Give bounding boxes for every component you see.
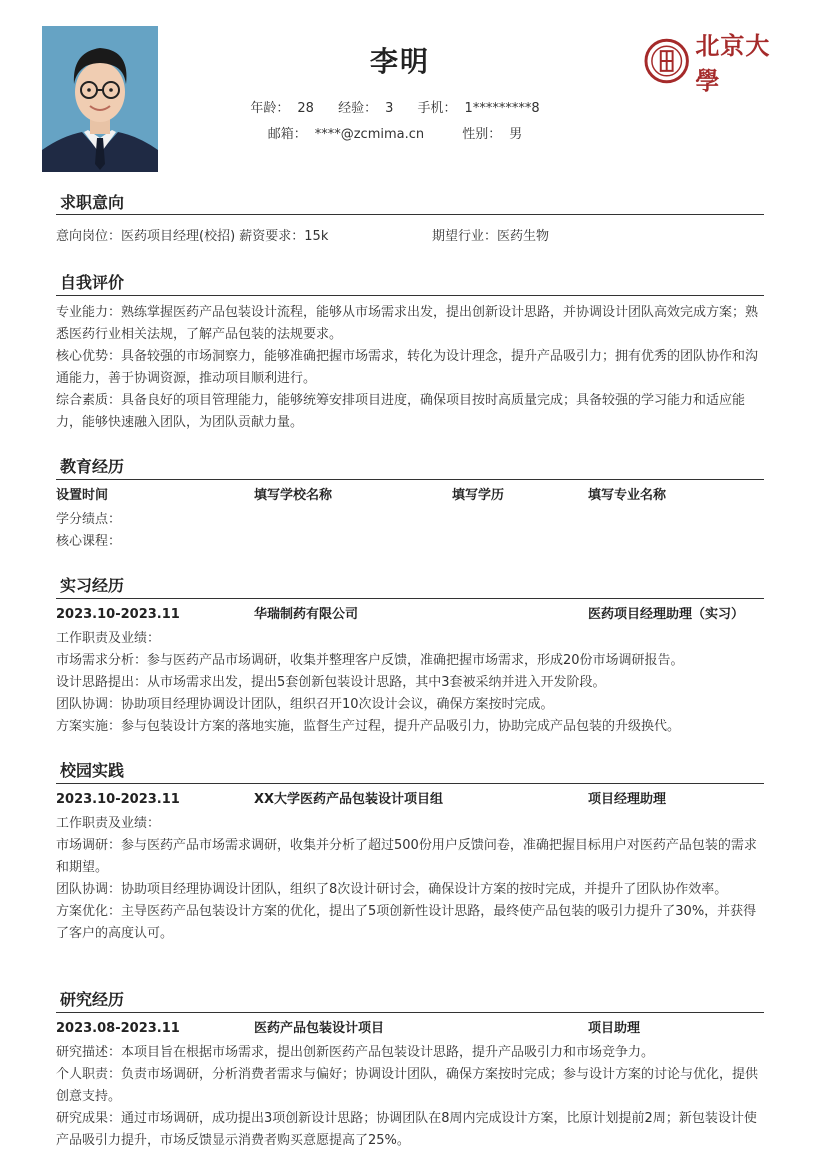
campus-item: 方案优化：主导医药产品包装设计方案的优化，提出了5项创新性设计思路，最终使产品包装的吸引力提升了30%，并获得了客户的高度认可。 — [56, 904, 757, 941]
self-evaluation-strength: 核心优势：具备较强的市场洞察力，能够准确把握市场需求，转化为设计理念，提升产品吸引力；拥有优秀的团队协作和沟通能力，善于协调资源，推动项目顺利进行。 — [56, 349, 759, 386]
education-time: 设置时间 — [56, 488, 109, 503]
internship-item: 方案实施：参与包装设计方案的落地实施，监督生产过程，提升产品吸引力，协助完成产品包装的升级换代。 — [56, 719, 681, 734]
basic-info-row-1 — [0, 97, 790, 116]
research-responsibility: 个人职责：负责市场调研，分析消费者需求与偏好；协调设计团队，确保方案按时完成；参与设计方案的讨论与优化，提供创意支持。 — [56, 1067, 759, 1104]
candidate-name: 李明 — [369, 45, 430, 78]
research-details — [56, 1042, 766, 1152]
research-description: 研究描述：本项目旨在根据市场需求，提出创新医药产品包装设计思路，提升产品吸引力和市场竞争力。 — [56, 1045, 655, 1060]
research-role: 项目助理 — [588, 1021, 641, 1036]
education-courses: 核心课程： — [56, 534, 122, 549]
section-divider — [56, 1012, 764, 1013]
internship-role: 医药项目经理助理（实习） — [588, 607, 745, 622]
internship-duty-label: 工作职责及业绩： — [56, 631, 161, 646]
campus-time: 2023.10-2023.11 — [56, 792, 180, 807]
section-title-campus: 校园实践 — [60, 761, 125, 780]
campus-organization: XX大学医药产品包装设计项目组 — [254, 792, 444, 807]
section-title-self-evaluation: 自我评价 — [60, 273, 125, 292]
education-school: 填写学校名称 — [254, 488, 333, 503]
section-divider — [56, 214, 764, 215]
internship-item: 市场需求分析：参与医药产品市场调研，收集并整理客户反馈，准确把握市场需求，形成20份市场调研报告。 — [56, 653, 684, 668]
internship-item: 设计思路提出：从市场需求出发，提出5套创新包装设计思路，其中3套被采纳并进入开发阶段。 — [56, 675, 606, 690]
section-title-education: 教育经历 — [60, 457, 125, 476]
section-title-research: 研究经历 — [60, 990, 125, 1009]
education-major: 填写专业名称 — [588, 488, 667, 503]
research-project: 医药产品包装设计项目 — [254, 1021, 385, 1036]
age-field: 年龄： 28 — [250, 101, 314, 116]
internship-details — [56, 628, 766, 738]
intent-industry: 期望行业：医药生物 — [432, 229, 550, 244]
research-result: 研究成果：通过市场调研，成功提出3项创新设计思路；协调团队在8周内完成设计方案，比原计划提前2周；新包装设计使产品吸引力提升，市场反馈显示消费者购买意愿提高了25%。 — [56, 1111, 757, 1148]
section-divider — [56, 783, 764, 784]
section-divider — [56, 598, 764, 599]
section-divider — [56, 295, 764, 296]
self-evaluation-text — [56, 302, 766, 434]
internship-item: 团队协调：协助项目经理协调设计团队，组织召开10次设计会议，确保方案按时完成。 — [56, 697, 554, 712]
internship-time: 2023.10-2023.11 — [56, 607, 180, 622]
intent-position: 意向岗位：医药项目经理(校招) 薪资要求：15k — [56, 229, 329, 244]
internship-company: 华瑞制药有限公司 — [254, 607, 359, 622]
research-time: 2023.08-2023.11 — [56, 1021, 180, 1036]
section-title-internship: 实习经历 — [60, 576, 125, 595]
campus-role: 项目经理助理 — [588, 792, 667, 807]
logo-text: 北京大學 — [695, 31, 771, 95]
campus-item: 团队协调：协助项目经理协调设计团队，组织了8次设计研讨会，确保设计方案的按时完成，并提升了团队协作效率。 — [56, 882, 728, 897]
experience-field: 经验： 3 — [338, 101, 394, 116]
email-field: 邮箱： ****@zcmima.cn — [267, 127, 425, 142]
phone-field: 手机： 1*********8 — [417, 101, 540, 116]
education-degree: 填写学历 — [452, 488, 505, 503]
self-evaluation-quality: 综合素质：具备良好的项目管理能力，能够统筹安排项目进度，确保项目按时高质量完成；具备较强的学习能力和适应能力，能够快速融入团队，为团队贡献力量。 — [56, 393, 746, 430]
section-title-intent: 求职意向 — [60, 193, 125, 212]
gender-field: 性别： 男 — [462, 127, 523, 142]
education-gpa: 学分绩点： — [56, 512, 122, 527]
basic-info-row-2 — [0, 123, 790, 142]
campus-item: 市场调研：参与医药产品市场需求调研，收集并分析了超过500份用户反馈问卷，准确把握目标用户对医药产品包装的需求和期望。 — [56, 838, 757, 875]
section-divider — [56, 479, 764, 480]
campus-duty-label: 工作职责及业绩： — [56, 816, 161, 831]
campus-details — [56, 813, 766, 945]
self-evaluation-professional: 专业能力：熟练掌握医药产品包装设计流程，能够从市场需求出发，提出创新设计思路，并协调设计团队高效完成方案；熟悉医药行业相关法规，了解产品包装的法规要求。 — [56, 305, 759, 342]
